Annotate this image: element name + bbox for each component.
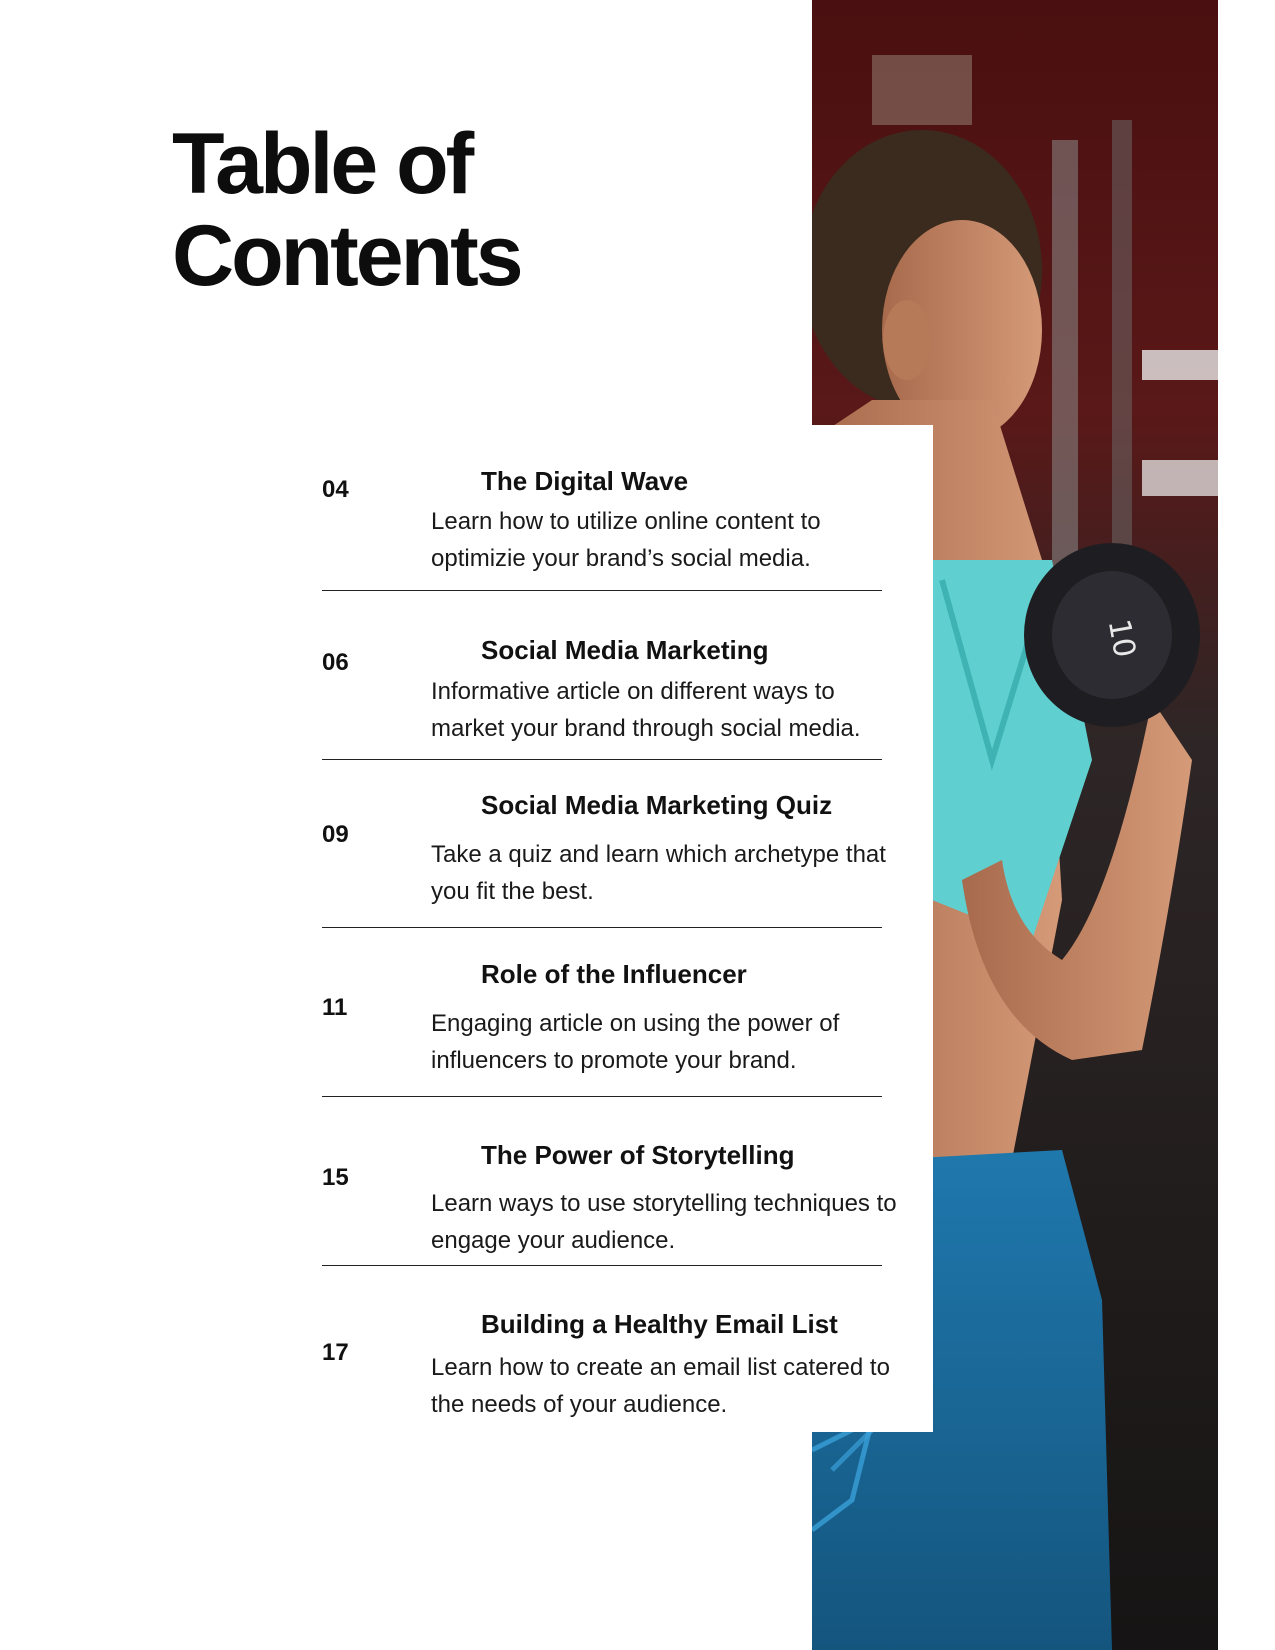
divider xyxy=(322,759,882,760)
entry-heading[interactable]: Role of the Influencer xyxy=(481,959,747,989)
divider xyxy=(322,1265,882,1266)
entry-description-line: influencers to promote your brand. xyxy=(431,1047,797,1074)
entry-description-line: optimizie your brand’s social media. xyxy=(431,545,811,572)
page-title xyxy=(172,118,521,302)
entry-heading[interactable]: The Power of Storytelling xyxy=(481,1140,795,1170)
page-number: 15 xyxy=(322,1164,349,1191)
entry-description-line: Learn how to utilize online content to xyxy=(431,508,821,535)
divider xyxy=(322,927,882,928)
page-number: 06 xyxy=(322,649,349,676)
page-number: 09 xyxy=(322,821,349,848)
entry-description-line: you fit the best. xyxy=(431,878,594,905)
entry-description-line: the needs of your audience. xyxy=(431,1391,728,1418)
svg-text:10: 10 xyxy=(1100,616,1142,661)
page-number: 04 xyxy=(322,476,349,503)
entry-description-line: Informative article on different ways to xyxy=(431,678,835,705)
entry-description xyxy=(431,673,951,747)
entry-description-line: Learn ways to use storytelling techniques to xyxy=(431,1190,897,1217)
entry-description-line: market your brand through social media. xyxy=(431,715,861,742)
entry-description xyxy=(431,836,951,910)
entry-description xyxy=(431,503,951,577)
entry-description-line: engage your audience. xyxy=(431,1227,676,1254)
divider xyxy=(322,590,882,591)
entry-description xyxy=(431,1185,951,1259)
entry-description xyxy=(431,1349,951,1423)
divider xyxy=(322,1096,882,1097)
entry-heading[interactable]: Social Media Marketing xyxy=(481,635,769,665)
entry-description-line: Engaging article on using the power of xyxy=(431,1010,840,1037)
entry-heading[interactable]: The Digital Wave xyxy=(481,466,689,496)
title-line-2: Contents xyxy=(172,208,521,304)
page-number: 11 xyxy=(322,994,348,1021)
entry-description xyxy=(431,1005,951,1079)
page-number: 17 xyxy=(322,1339,349,1366)
entry-heading[interactable]: Social Media Marketing Quiz xyxy=(481,790,833,820)
entry-description-line: Learn how to create an email list catered to xyxy=(431,1354,890,1381)
title-line-1: Table of xyxy=(172,116,472,212)
entry-description-line: Take a quiz and learn which archetype that xyxy=(431,841,886,868)
entry-heading[interactable]: Building a Healthy Email List xyxy=(481,1309,838,1339)
